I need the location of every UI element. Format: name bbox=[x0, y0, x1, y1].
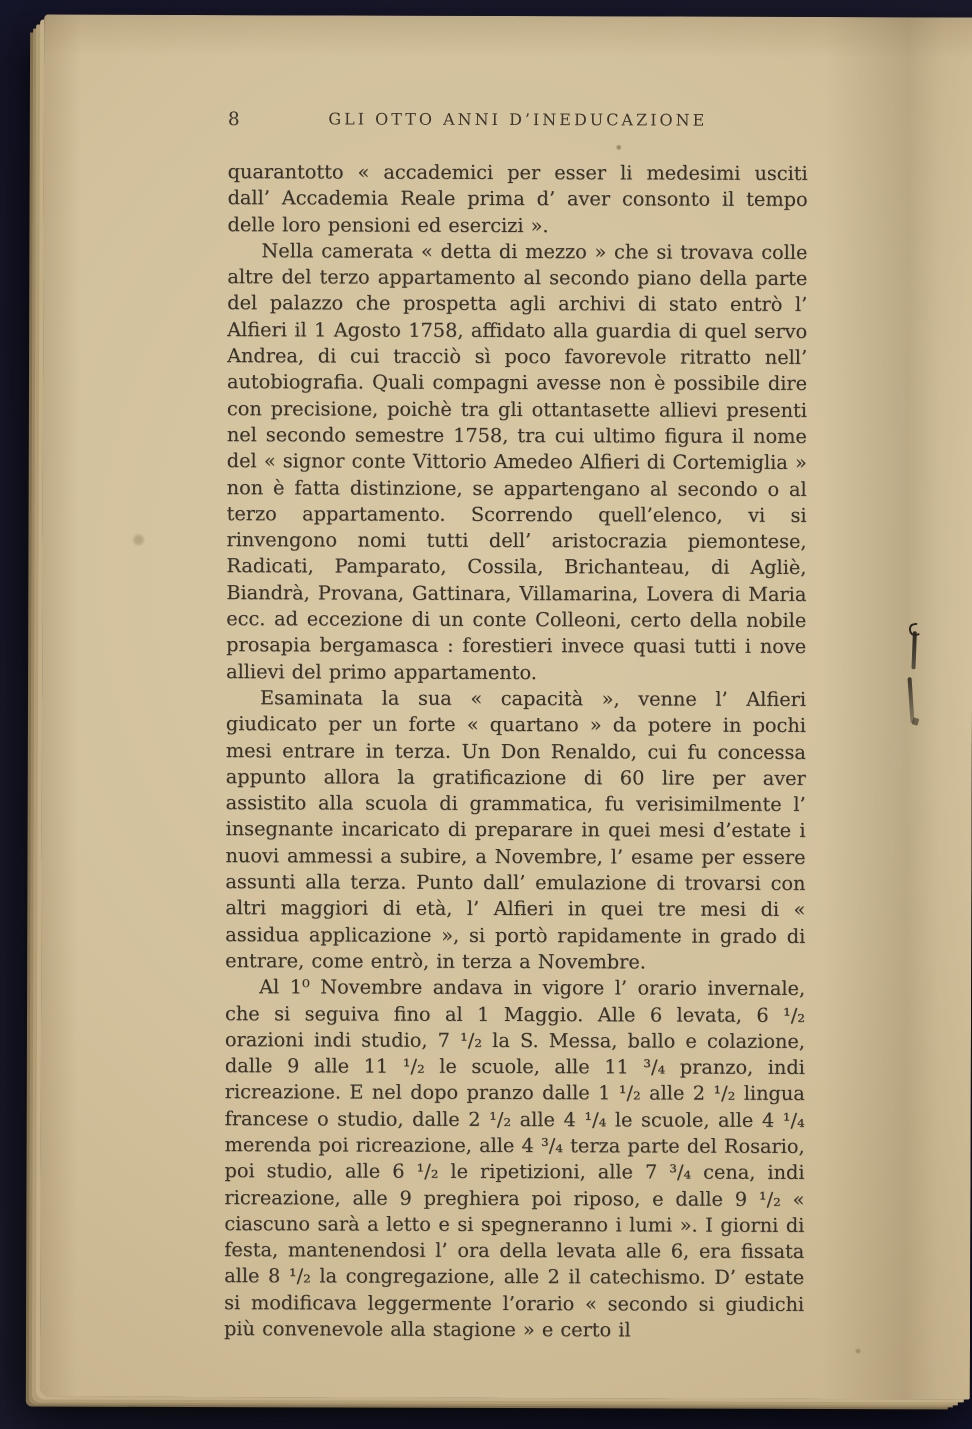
stitch-segment-bottom bbox=[907, 677, 914, 723]
running-header-title: GLI OTTO ANNI D’INEDUCAZIONE bbox=[328, 109, 708, 130]
paragraph: Nella camerata « detta di mezzo » che si trovava colle altre del terzo appartamento al secondo piano della parte del palazzo che prospetta agli archivi di stato entrò l’ Alfieri il 1 Agosto 1758, affidato alla guardia di quel servo Andrea, di cui tracciò sì poco favorevole ritratto nell’ autobiografia. Quali compagni avesse non è possibile dire con precisione, poichè tra gli ottantasette allievi presenti nel secondo semestre 1758, tra cui ultimo figura il nome del « signor conte Vittorio Amedeo Alfieri di Cortemiglia » non è fatta distinzione, se appartengano al secondo o al terzo appartamento. Scorrendo quell’elenco, vi si rinvengono nomi tutti dell’ aristocrazia piemontese, Radicati, Pamparato, Cossila, Brichanteau, di Agliè, Biandrà, Provana, Gattinara, Villamarina, Lovera di Maria ecc. ad eccezione di un conte Colleoni, certo della nobile prosapia bergamasca : forestieri invece quasi tutti i nove allievi del primo appartamento. bbox=[226, 239, 808, 684]
stitch-segment-top bbox=[911, 631, 916, 669]
binding-stitch-mark bbox=[906, 623, 922, 727]
paragraph: Al 1⁰ Novembre andava in vigore l’ orario invernale, che si seguiva fino al 1 Maggio. Alle 6 levata, 6 ¹/₂ orazioni indi studio, 7 ¹/₂ la S. Messa, ballo e colazione, dalle 9 alle 11 ¹/₂ le scuole, alle 11 ³/₄ pranzo, indi ricreazione. E nel dopo pranzo dalle 1 ¹/₂ alle 2 ¹/₂ lingua francese o studio, dalle 2 ¹/₂ alle 4 ¹/₄ le scuole, alle 4 ¹/₄ merenda poi ricreazione, alle 4 ³/₄ terza parte del Rosario, poi studio, alle 6 ¹/₂ le ripetizioni, alle 7 ³/₄ cena, indi ricreazione, alle 9 preghiera poi riposo, e dalle 9 ¹/₂ « ciascuno sarà a letto e si spegneranno i lumi ». I giorni di festa, mantenendosi l’ ora della levata alle 6, era fissata alle 8 ¹/₂ la congregazione, alle 2 il catechismo. D’ estate si modificava leggermente l’orario « secondo si giudichi più convenevole alla stagione » e certo il bbox=[224, 975, 806, 1342]
book-page bbox=[40, 15, 972, 1400]
page-content bbox=[224, 109, 808, 1344]
paragraph: Esaminata la sua « capacità », venne l’ Alfieri giudicato per un forte « quartano » da potere in pochi mesi entrare in terza. Un Don Renaldo, cui fu concessa appunto allora la gratificazione di 60 lire per aver assistito alla scuola di grammatica, fu verisimilmente l’ insegnante incaricato di preparare in quei mesi d’estate i nuovi ammessi a subire, a Novembre, l’ esame per essere assunti alla terza. Punto dall’ emulazione di trovarsi con altri maggiori di età, l’ Alfieri in quei tre mesi di « assidua applicazione », si portò rapidamente in grado di entrare, come entrò, in terza a Novembre. bbox=[225, 686, 807, 974]
paragraph: quarantotto « accademici per esser li medesimi usciti dall’ Accademia Reale prima d’ aver consonto il tempo delle loro pensioni ed esercizi ». bbox=[227, 160, 808, 237]
page-number: 8 bbox=[227, 109, 241, 131]
page-body bbox=[224, 159, 808, 1344]
running-head bbox=[228, 109, 808, 139]
